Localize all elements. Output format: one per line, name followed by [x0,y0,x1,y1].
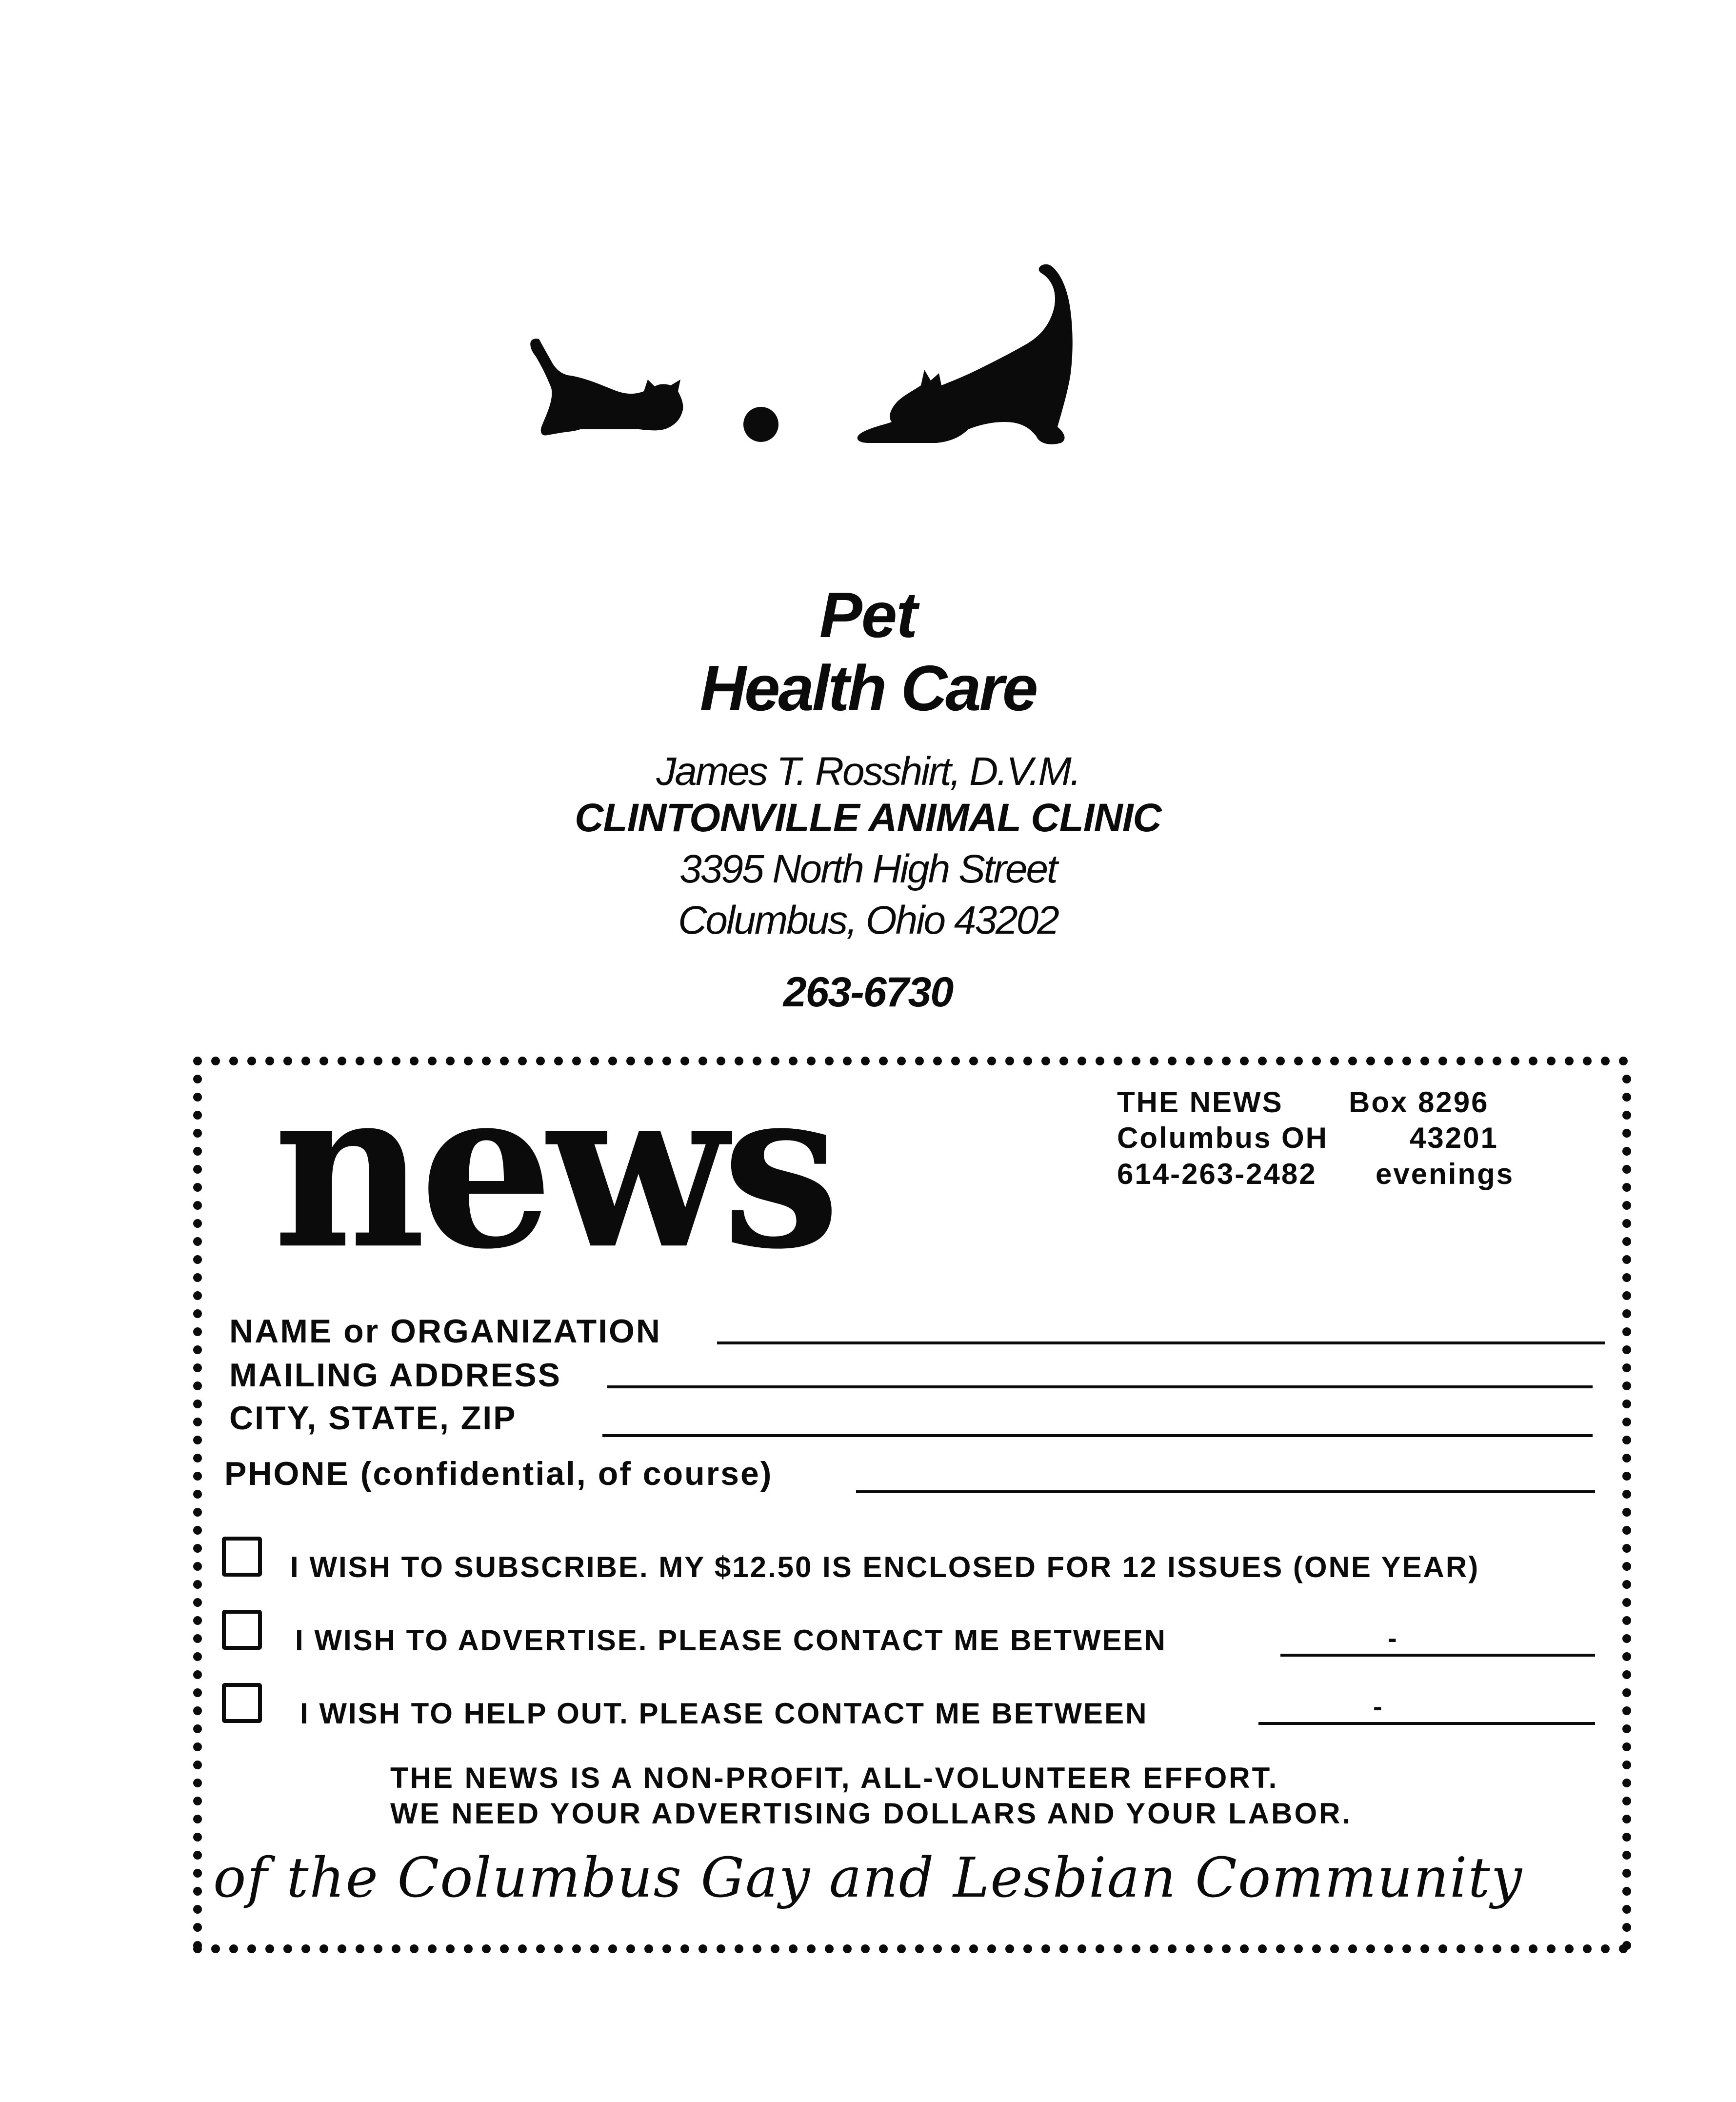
address-field-line[interactable] [607,1385,1593,1388]
name-field-line[interactable] [717,1341,1605,1344]
phone-field-line[interactable] [856,1490,1595,1493]
address-field-label: MAILING ADDRESS [229,1357,561,1394]
contact-phone: 614-263-2482 [1117,1158,1317,1190]
ad-doctor-name: James T. Rosshirt, D.V.M. [656,749,1080,794]
advertise-time-line[interactable] [1280,1654,1595,1657]
subscribe-checkbox[interactable] [222,1537,262,1577]
ad-title-line-1: Pet [819,579,917,651]
contact-box: Box 8296 [1349,1086,1489,1119]
help-option-text: I WISH TO HELP OUT. PLEASE CONTACT ME BETWEEN [300,1697,1148,1730]
city-field-label: CITY, STATE, ZIP [229,1400,517,1437]
name-field-label: NAME or ORGANIZATION [229,1313,662,1350]
help-checkbox[interactable] [222,1683,262,1723]
ad-title-line-2: Health Care [699,652,1037,724]
news-logo: news [273,1039,835,1298]
contact-zip: 43201 [1410,1121,1498,1154]
help-time-line[interactable] [1258,1722,1595,1725]
ball-icon [743,407,778,442]
contact-name: THE NEWS [1117,1086,1283,1119]
ad-clinic-name: CLINTONVILLE ANIMAL CLINIC [575,796,1161,840]
ad-phone-number: 263-6730 [783,969,953,1016]
ad-street-address: 3395 North High Street [679,847,1057,891]
notice-line-2: WE NEED YOUR ADVERTISING DOLLARS AND YOUR LABOR. [390,1797,1353,1830]
contact-when: evenings [1376,1158,1515,1190]
cats-playing-illustration [512,263,1146,498]
notice-line-1: THE NEWS IS A NON-PROFIT, ALL-VOLUNTEER EFFORT. [390,1762,1279,1794]
subscribe-option-text: I WISH TO SUBSCRIBE. MY $12.50 IS ENCLOSED FOR 12 ISSUES (ONE YEAR) [290,1551,1480,1583]
ad-city-address: Columbus, Ohio 43202 [678,898,1058,942]
contact-city: Columbus OH [1117,1121,1328,1154]
advertise-time-dash: - [1388,1622,1397,1653]
help-time-dash: - [1373,1691,1382,1722]
advertise-checkbox[interactable] [222,1610,262,1650]
advertise-option-text: I WISH TO ADVERTISE. PLEASE CONTACT ME BETWEEN [295,1624,1167,1657]
cat-icon [858,264,1073,444]
phone-field-label: PHONE (confidential, of course) [224,1455,773,1492]
kitten-icon [530,339,683,435]
community-tagline: of the Columbus Gay and Lesbian Community [213,1846,1523,1910]
city-field-line[interactable] [602,1434,1593,1437]
